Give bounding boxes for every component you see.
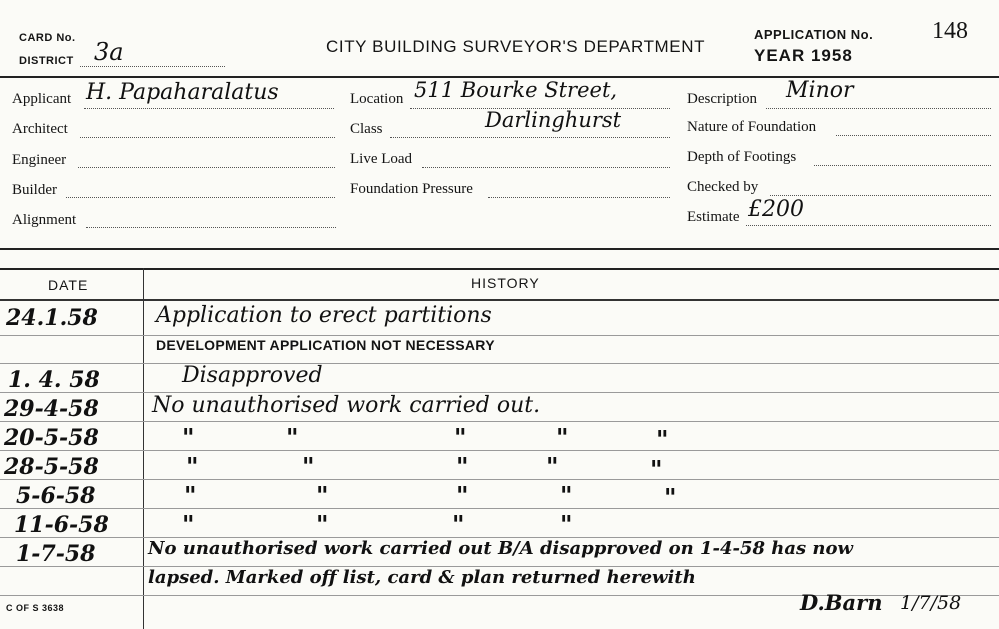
ditto-mark: " (546, 452, 559, 481)
ditto-mark: " (186, 452, 199, 481)
ditto-mark: " (456, 481, 469, 510)
description-label: Description (687, 91, 757, 107)
live-load-line (422, 167, 670, 168)
estimate-value: £200 (748, 197, 804, 222)
live-load-label: Live Load (350, 151, 413, 167)
year-label: YEAR 1958 (754, 46, 853, 65)
district-value: 3a (94, 38, 124, 66)
ditto-mark: " (456, 452, 469, 481)
ditto-mark: " (664, 483, 677, 512)
history-top-rule (0, 268, 999, 270)
alignment-label: Alignment (12, 212, 77, 228)
history-date: 5-6-58 (16, 483, 96, 509)
ruled-line (0, 363, 999, 364)
date-column-header: DATE (48, 277, 89, 293)
history-date: 29-4-58 (4, 396, 99, 422)
history-header-rule (0, 299, 999, 301)
history-date: 28-5-58 (4, 454, 99, 480)
location-value-line2: Darlinghurst (485, 108, 622, 132)
engineer-line (78, 167, 335, 168)
nature-line (836, 135, 991, 136)
applicant-value: H. Papaharalatus (86, 80, 279, 105)
estimate-label: Estimate (687, 209, 740, 225)
ditto-mark: " (316, 481, 329, 510)
district-dotted-line (80, 66, 225, 67)
ruled-line (0, 450, 999, 451)
depth-of-footings-label: Depth of Footings (687, 149, 797, 165)
ditto-mark: " (556, 423, 569, 452)
ditto-mark: " (560, 481, 573, 510)
history-entry: Application to erect partitions (156, 303, 492, 328)
builder-line (66, 197, 335, 198)
history-entry: No unauthorised work carried out B/A disapproved on 1-4-58 has now (148, 538, 854, 559)
history-date: 11-6-58 (14, 512, 109, 538)
officer-signature: D.Barn (800, 590, 883, 615)
signature-date: 1/7/58 (900, 592, 962, 614)
engineer-label: Engineer (12, 152, 67, 168)
description-line (766, 108, 991, 109)
checked-by-label: Checked by (687, 179, 759, 195)
history-entry: Disapproved (182, 363, 323, 388)
ditto-mark: " (184, 481, 197, 510)
foundation-pressure-line (488, 197, 670, 198)
form-number: C OF S 3638 (6, 603, 65, 613)
fields-bottom-rule (0, 248, 999, 250)
location-label: Location (350, 91, 404, 107)
department-title: CITY BUILDING SURVEYOR'S DEPARTMENT (326, 37, 706, 56)
history-column-header: HISTORY (471, 275, 540, 291)
ditto-mark: " (316, 510, 329, 539)
ditto-mark: " (302, 452, 315, 481)
ditto-mark: " (560, 510, 573, 539)
history-entry: No unauthorised work carried out. (152, 393, 541, 418)
nature-of-foundation-label: Nature of Foundation (687, 119, 817, 135)
ruled-line (0, 508, 999, 509)
application-number: 148 (932, 18, 968, 44)
development-stamp: DEVELOPMENT APPLICATION NOT NECESSARY (156, 337, 495, 353)
ditto-mark: " (650, 455, 663, 484)
history-date: 1-7-58 (16, 541, 96, 567)
location-value-line1: 511 Bourke Street, (414, 78, 618, 102)
depth-line (814, 165, 991, 166)
ditto-mark: " (182, 510, 195, 539)
class-label: Class (350, 121, 383, 137)
ditto-mark: " (454, 423, 467, 452)
architect-label: Architect (12, 121, 68, 137)
history-date: 24.1.58 (6, 305, 98, 331)
checked-line (770, 195, 991, 196)
ditto-mark: " (452, 510, 465, 539)
history-entry: lapsed. Marked off list, card & plan returned herewith (148, 567, 696, 588)
history-date: 20-5-58 (4, 425, 99, 451)
ruled-line (0, 335, 999, 336)
estimate-line (746, 225, 991, 226)
alignment-line (86, 227, 336, 228)
application-no-label: APPLICATION No. (754, 27, 874, 42)
applicant-label: Applicant (12, 91, 72, 107)
applicant-line (84, 108, 334, 109)
ruled-line (0, 421, 999, 422)
ruled-line (0, 479, 999, 480)
foundation-pressure-label: Foundation Pressure (350, 181, 473, 197)
history-date: 1. 4. 58 (8, 367, 100, 393)
district-label: DISTRICT (19, 55, 74, 67)
class-line (390, 137, 670, 138)
ditto-mark: " (656, 425, 669, 454)
ditto-mark: " (182, 423, 195, 452)
date-column-divider (143, 268, 144, 629)
description-value: Minor (786, 78, 854, 103)
ditto-mark: " (286, 423, 299, 452)
builder-label: Builder (12, 182, 57, 198)
card-no-label: CARD No. (19, 32, 76, 44)
architect-line (80, 137, 335, 138)
